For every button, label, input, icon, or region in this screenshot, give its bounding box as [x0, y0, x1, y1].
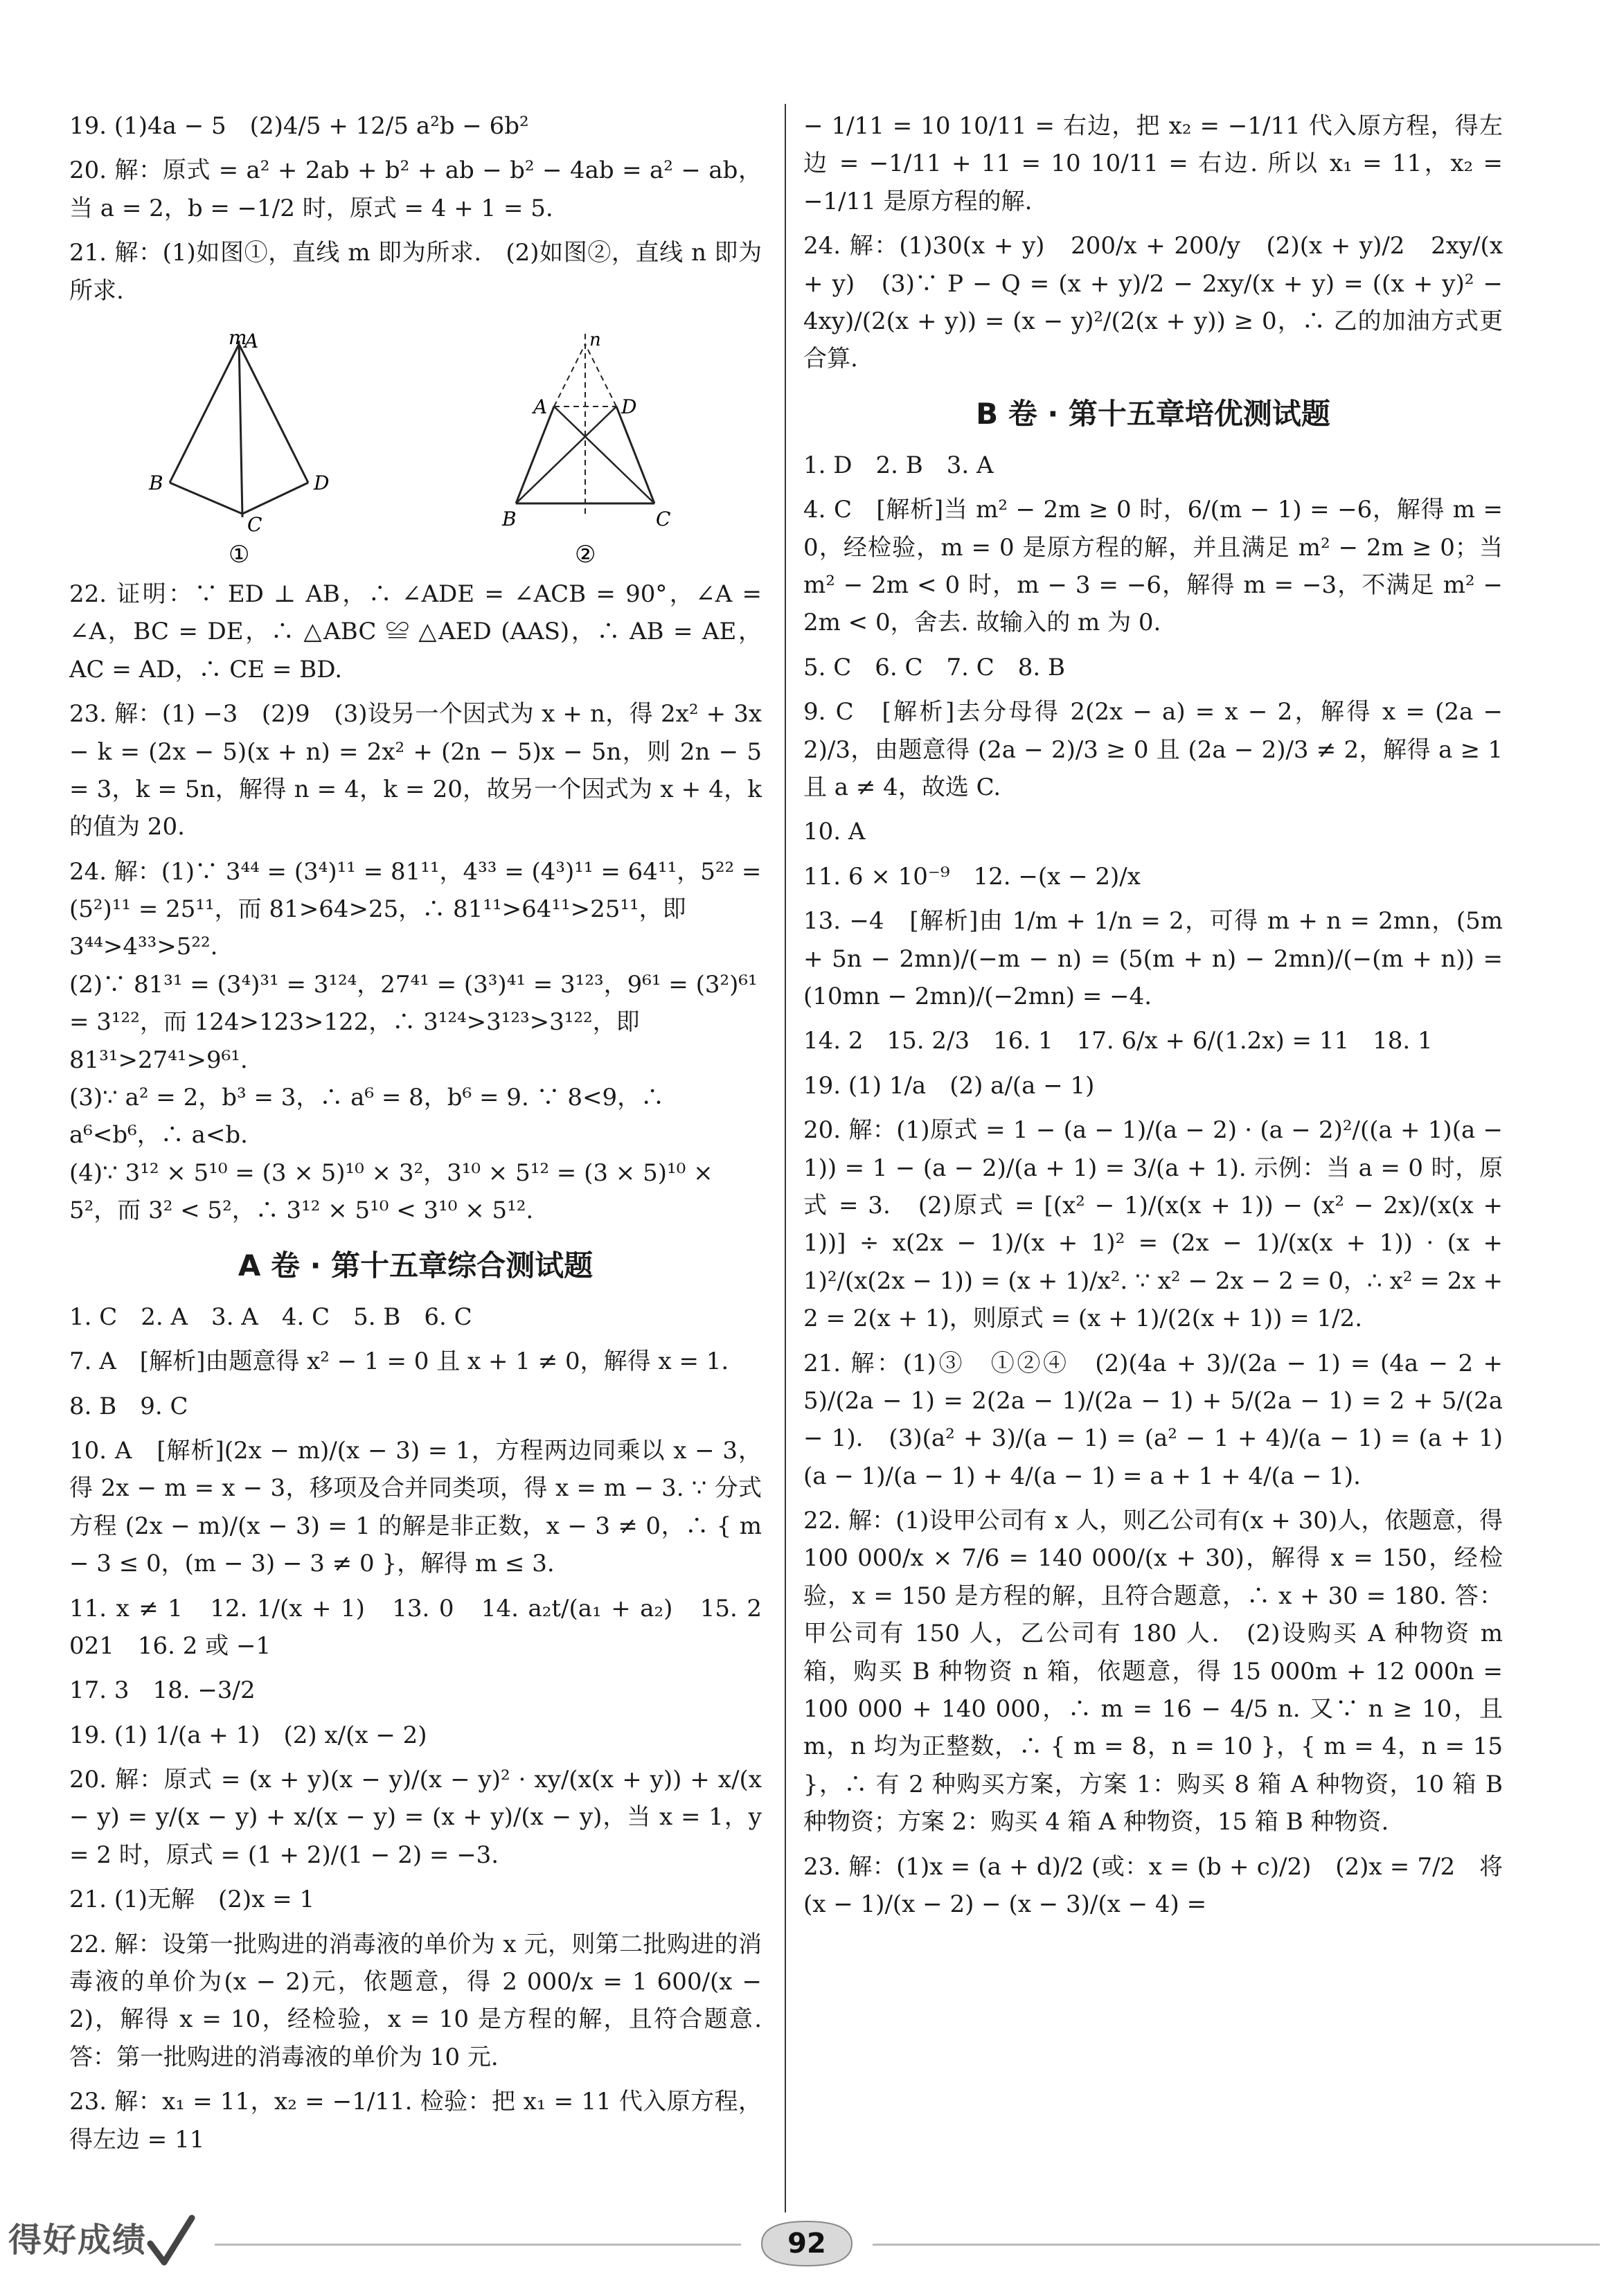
- figure-1-caption: ①: [229, 540, 250, 569]
- section-b-answer-21: 21. 解：(1)③ ①②④ (2)(4a + 3)/(2a − 1) = (4a − 2 + 5)/(2a − 1) = 2(2a − 1)/(2a − 1) + 5/(2a − 1) = 2 + 5/(2a − 1). (3)(a² + 3)/(a − 1) = (a² − 1 + 4)/(a − 1) = (a + 1)(a − 1)/(a − 1) + 4/(a − 1) = a + 1 + 4/(a − 1).: [803, 1349, 1503, 1490]
- answer-23: 23. 解：(1) −3 (2)9 (3)设另一个因式为 x + n，得 2x² + 3x − k = (2x − 5)(x + n) = 2x² + (2n − 5)x − 5n，则 2n − 5 = 3，k = 5n，解得 n = 4，k = 20，故另一个因式为 x + 4，k 的值为 20.: [69, 700, 762, 841]
- section-a-answer-7: 7. A [解析]由题意得 x² − 1 = 0 且 x + 1 ≠ 0，解得 x = 1.: [69, 1348, 729, 1376]
- section-b-answer-11-12: 11. 6 × 10⁻⁹ 12. −(x − 2)/x: [803, 862, 1141, 891]
- section-b-answer-13: 13. −4 [解析]由 1/m + 1/n = 2，可得 m + n = 2mn，(5m + 5n − 2mn)/(−m − n) = (5(m + n) − 2mn)/(−(m + n)) = (10mn − 2mn)/(−2mn) = −4.: [803, 907, 1503, 1010]
- section-a-answer-23: 23. 解：x₁ = 11，x₂ = −1/11. 检验：把 x₁ = 11 代入原方程，得左边 = 11: [69, 2088, 762, 2154]
- right-column: [803, 107, 1503, 1930]
- left-column: [69, 107, 762, 2165]
- label-B-2: B: [502, 507, 517, 530]
- answer-20: 20. 解：原式 = a² + 2ab + b² + ab − b² − 4ab = a² − ab，当 a = 2，b = −1/2 时，原式 = 4 + 1 = 5.: [69, 156, 762, 222]
- section-a-answer-17-18: 17. 3 18. −3/2: [69, 1676, 256, 1705]
- label-n: n: [589, 329, 601, 350]
- answer-24: 24. 解：(1)∵ 3⁴⁴ = (3⁴)¹¹ = 81¹¹，4³³ = (4³)¹¹ = 64¹¹，5²² = (5²)¹¹ = 25¹¹，而 81>64>25，∴ 81¹¹>64¹¹>25¹¹，即 3⁴⁴>4³³>5²². (2)∵ 81³¹ = (3⁴)³¹ = 3¹²⁴，27⁴¹ = (3³)⁴¹ = 3¹²³，9⁶¹ = (3²)⁶¹ = 3¹²²，而 124>123>122，∴ 3¹²⁴>3¹²³>3¹²²，即 81³¹>27⁴¹>9⁶¹. (3)∵ a² = 2，b³ = 3，∴ a⁶ = 8，b⁶ = 9. ∵ 8<9，∴ a⁶<b⁶，∴ a<b. (4)∵ 3¹² × 5¹⁰ = (3 × 5)¹⁰ × 3²，3¹⁰ × 5¹² = (3 × 5)¹⁰ × 5²，而 3² < 5²，∴ 3¹² × 5¹⁰ < 3¹⁰ × 5¹².: [69, 857, 762, 1225]
- section-a-answer-11-16: 11. x ≠ 1 12. 1/(x + 1) 13. 0 14. a₂t/(a₁ + a₂) 15. 2 021 16. 2 或 −1: [69, 1594, 762, 1660]
- answer-24-continued: 24. 解：(1)30(x + y) 200/x + 200/y (2)(x + y)/2 2xy/(x + y) (3)∵ P − Q = (x + y)/2 − 2xy/(x + y) = ((x + y)² − 4xy)/(2(x + y)) = (x − y)²/(2(x + y)) ≥ 0，∴ 乙的加油方式更合算.: [803, 232, 1503, 373]
- section-a-answer-22: 22. 解：设第一批购进的消毒液的单价为 x 元，则第二批购进的消毒液的单价为(x − 2)元，依题意，得 2 000/x = 1 600/(x − 2)，解得 x = 10，经检验，x = 10 是方程的解，且符合题意. 答：第一批购进的消毒液的单价为 10 元.: [69, 1930, 762, 2071]
- section-b-answer-22: 22. 解：(1)设甲公司有 x 人，则乙公司有(x + 30)人，依题意，得 100 000/x × 7/6 = 140 000/(x + 30)，解得 x = 150，经检验，x = 150 是方程的解，且符合题意，∴ x + 30 = 180. 答：甲公司有 150 人，乙公司有 180 人. (2)设购买 A 种物资 m 箱，购买 B 种物资 n 箱，依题意，得 15 000m + 12 000n = 100 000 + 140 000，∴ m = 16 − 4/5 n. 又∵ n ≥ 10，且 m，n 均为正整数，∴ { m = 8，n = 10 }，{ m = 4，n = 15 }，∴ 有 2 种购买方案，方案 1：购买 8 箱 A 种物资，10 箱 B 种物资；方案 2：购买 4 箱 A 种物资，15 箱 B 种物资.: [803, 1507, 1503, 1836]
- figure-1: [135, 325, 343, 569]
- section-a-answer-20: 20. 解：原式 = (x + y)(x − y)/(x − y)² · xy/(x(x + y)) + x/(x − y) = y/(x − y) + x/(x − y) = (x + y)/(x − y)，当 x = 1，y = 2 时，原式 = (1 + 2)/(1 − 2) = −3.: [69, 1766, 762, 1869]
- section-a-answer-8-9: 8. B 9. C: [69, 1392, 188, 1420]
- footer-rule-left: [215, 2244, 741, 2246]
- label-D-2: D: [621, 395, 637, 418]
- label-D: D: [314, 471, 330, 494]
- section-b-answer-23: 23. 解：(1)x = (a + d)/2 (或：x = (b + c)/2) (2)x = 7/2 将 (x − 1)/(x − 2) − (x − 3)/(x − 4) =: [803, 1852, 1503, 1918]
- section-b-answer-4: 4. C [解析]当 m² − 2m ≥ 0 时，6/(m − 1) = −6，解得 m = 0，经检验，m = 0 是原方程的解，并且满足 m² − 2m ≥ 0；当 m² − 2m < 0 时，m − 3 = −6，解得 m = −3，不满足 m² − 2m < 0，舍去. 故输入的 m 为 0.: [803, 496, 1503, 637]
- section-b-answer-14-18: 14. 2 15. 2/3 16. 1 17. 6/x + 6/(1.2x) = 11 18. 1: [803, 1027, 1433, 1055]
- section-b-answer-20: 20. 解：(1)原式 = 1 − (a − 1)/(a − 2) · (a − 2)²/((a + 1)(a − 1)) = 1 − (a − 2)/(a + 1) = 3/(a + 1). 示例：当 a = 0 时，原式 = 3. (2)原式 = [(x² − 1)/(x(x + 1)) − (x² − 2x)/(x(x + 1))] ÷ x(2x − 1)/(x + 1)² = (2x − 1)/(x(x + 1)) · (x + 1)²/(x(2x − 1)) = (x + 1)/x². ∵ x² − 2x − 2 = 0，∴ x² = 2x + 2 = 2(x + 1)，则原式 = (x + 1)/(2(x + 1)) = 1/2.: [803, 1116, 1503, 1333]
- section-a-answer-21: 21. (1)无解 (2)x = 1: [69, 1886, 315, 1914]
- brand-logo: [8, 2209, 195, 2271]
- section-b-title: B 卷 · 第十五章培优测试题: [976, 396, 1330, 431]
- page-number-badge: [748, 2216, 866, 2271]
- label-A: A: [244, 329, 259, 352]
- label-B: B: [149, 471, 163, 494]
- section-b-answer-1-3: 1. D 2. B 3. A: [803, 451, 994, 479]
- section-b-answer-10: 10. A: [803, 818, 866, 846]
- checkmark-icon: [147, 2212, 195, 2268]
- label-m: m: [229, 325, 247, 349]
- label-A-2: A: [533, 395, 548, 418]
- geometry-figures: [69, 316, 762, 569]
- answer-21: 21. 解：(1)如图①，直线 m 即为所求. (2)如图②，直线 n 即为所求.: [69, 239, 762, 305]
- section-a-title: A 卷 · 第十五章综合测试题: [238, 1248, 594, 1282]
- label-C-2: C: [656, 507, 671, 530]
- section-b-answer-19: 19. (1) 1/a (2) a/(a − 1): [803, 1071, 1095, 1100]
- section-a-answer-19: 19. (1) 1/(a + 1) (2) x/(x − 2): [69, 1721, 427, 1749]
- section-b-answer-5-8: 5. C 6. C 7. C 8. B: [803, 653, 1066, 681]
- figure-2-caption: ②: [575, 540, 596, 569]
- answer-23-continued: − 1/11 = 10 10/11 = 右边，把 x₂ = −1/11 代入原方程，得左边 = −1/11 + 11 = 10 10/11 = 右边. 所以 x₁ = 11，x₂ = −1/11 是原方程的解.: [803, 112, 1503, 215]
- section-b-answer-9: 9. C [解析]去分母得 2(2x − a) = x − 2，解得 x = (2a − 2)/3，由题意得 (2a − 2)/3 ≥ 0 且 (2a − 2)/3 ≠ 2，解得 a ≥ 1 且 a ≠ 4，故选 C.: [803, 698, 1503, 802]
- section-a-answer-10: 10. A [解析](2x − m)/(x − 3) = 1，方程两边同乘以 x − 3，得 2x − m = x − 3，移项及合并同类项，得 x = m − 3. ∵ 分式方程 (2x − m)/(x − 3) = 1 的解是非正数，x − 3 ≠ 0，∴ { m − 3 ≤ 0，(m − 3) − 3 ≠ 0 }，解得 m ≤ 3.: [69, 1436, 762, 1578]
- page-number: 92: [787, 2228, 826, 2260]
- section-a-answer-1-6: 1. C 2. A 3. A 4. C 5. B 6. C: [69, 1303, 472, 1331]
- answer-19: 19. (1)4a − 5 (2)4/5 + 12/5 a²b − 6b²: [69, 112, 529, 140]
- brand-text: 得好成绩: [8, 2220, 148, 2260]
- figure-2: [474, 329, 696, 569]
- column-divider: [785, 104, 786, 2212]
- answer-22: 22. 证明：∵ ED ⊥ AB，∴ ∠ADE = ∠ACB = 90°，∠A = ∠A，BC = DE，∴ △ABC ≌ △AED (AAS)，∴ AB = AE，AC = AD，∴ CE = BD.: [69, 580, 762, 683]
- footer-rule-right: [873, 2244, 1600, 2246]
- label-C: C: [247, 512, 262, 536]
